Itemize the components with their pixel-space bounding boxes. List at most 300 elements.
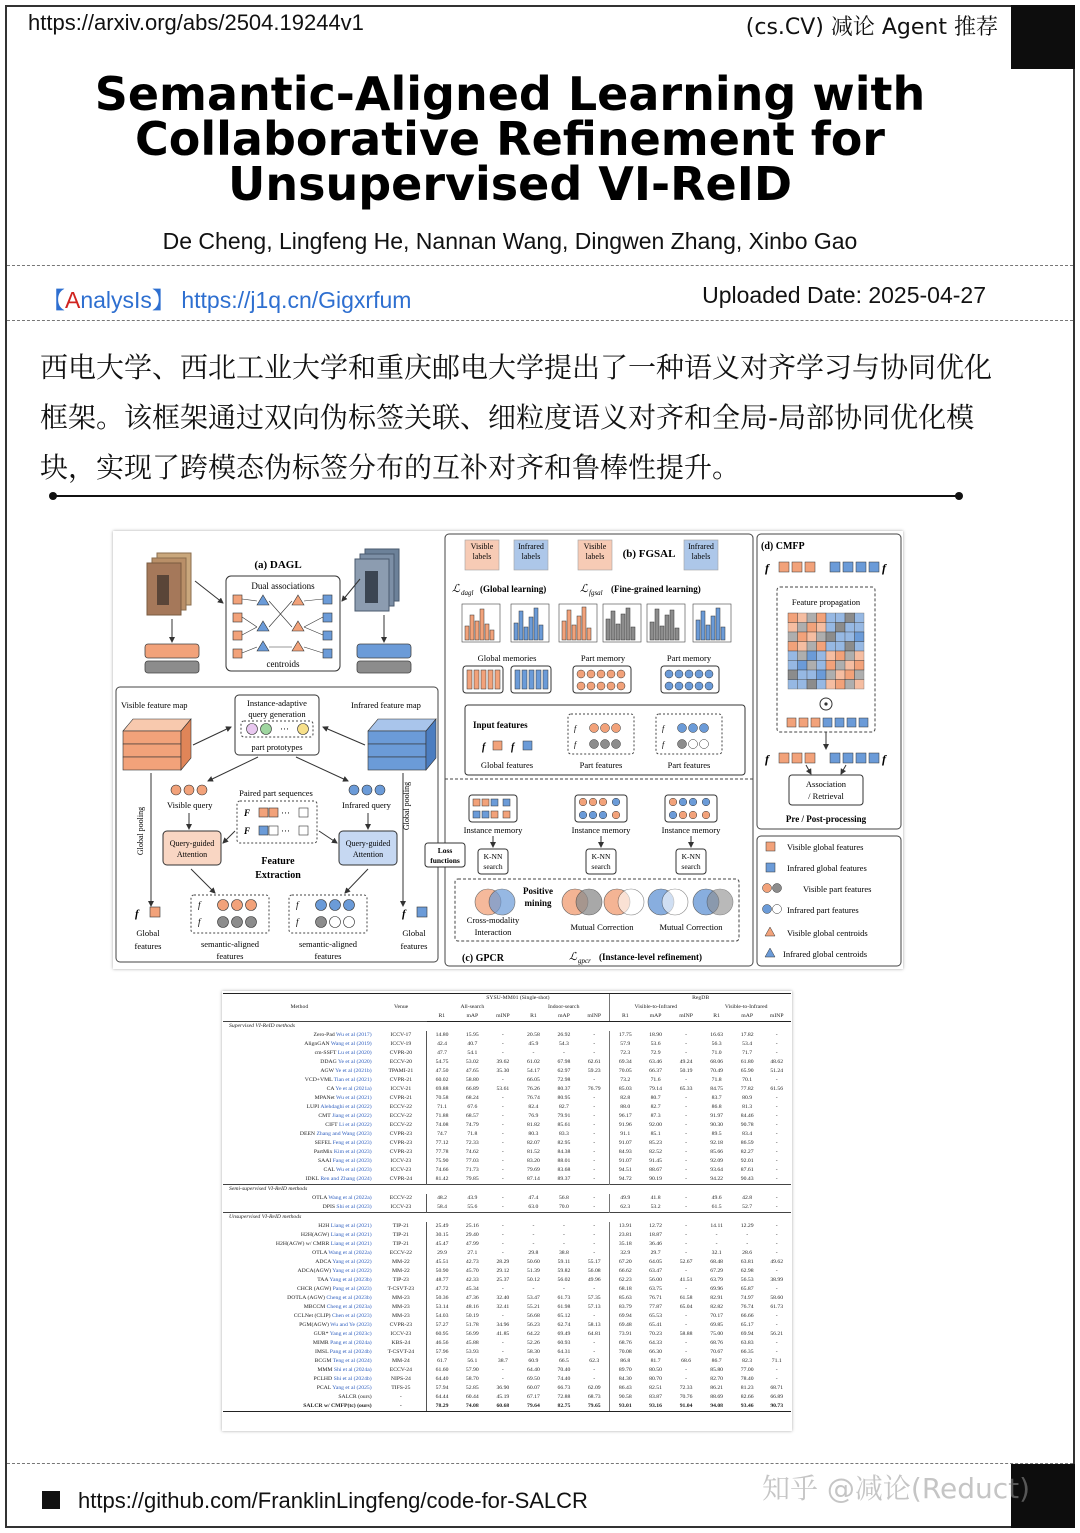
method-name: ADCA(AGW) — [297, 1268, 332, 1274]
value-cell: - — [775, 1095, 778, 1101]
visible-labels-label: Visible — [470, 542, 494, 551]
loss-functions-label: Loss — [437, 846, 453, 855]
value-cell: 57.94 — [435, 1385, 449, 1391]
value-cell: 42.73 — [465, 1259, 479, 1265]
citation: Pang et al (2023) — [332, 1286, 372, 1292]
value-cell: 32.9 — [610, 1249, 641, 1258]
method-name: PGM(AGW) — [299, 1322, 329, 1328]
method-name: CMT — [318, 1113, 331, 1119]
matrix-cell — [826, 680, 836, 690]
value-cell: - — [685, 1195, 688, 1201]
dual-associations-label: Dual associations — [251, 581, 315, 591]
value-cell: - — [501, 1095, 504, 1101]
svg-text:f: f — [135, 908, 139, 920]
value-cell: 56.3 — [711, 1041, 722, 1047]
value-cell: 90.73 — [762, 1402, 791, 1412]
value-cell: 66.66 — [740, 1313, 754, 1319]
method-cell — [223, 1294, 376, 1303]
value-cell: - — [685, 1149, 688, 1155]
value-cell: 58.30 — [526, 1349, 540, 1355]
global-pooling-label: Global pooling — [136, 806, 145, 856]
table-row — [223, 1130, 791, 1139]
value-cell: 81.3 — [742, 1104, 753, 1110]
title-line: Semantic-Aligned Learning with — [94, 67, 926, 121]
value-cell: - — [562, 1223, 565, 1229]
table-row — [223, 1330, 791, 1339]
value-cell: 49.96 — [587, 1277, 601, 1283]
value-cell: 32.40 — [496, 1295, 510, 1301]
value-cell: 87.3 — [650, 1113, 661, 1119]
method-name: BCGM — [314, 1358, 332, 1364]
value-cell: 90.19 — [649, 1176, 662, 1182]
global-learning-label: (Global learning) — [480, 584, 547, 594]
value-cell: 81.7 — [650, 1358, 661, 1364]
svg-text:ℒ: ℒ — [580, 583, 588, 595]
method-cell — [223, 1166, 376, 1175]
value-cell: 57.35 — [587, 1295, 601, 1301]
value-cell: 64.31 — [557, 1349, 571, 1355]
citation: Wu et al (2023) — [336, 1167, 372, 1173]
method-name: CCLNet (CLIP) — [293, 1313, 331, 1319]
matrix-cell — [807, 680, 817, 690]
value-cell: 65.87 — [740, 1286, 754, 1292]
venue-cell: ECCV-22 — [376, 1103, 427, 1112]
table-row — [223, 1321, 791, 1330]
value-cell: 68.73 — [587, 1394, 601, 1400]
value-cell: 94.72 — [610, 1175, 641, 1185]
table-row — [223, 1049, 791, 1058]
value-cell: - — [685, 1158, 688, 1164]
visible-labels-label: labels — [472, 552, 492, 561]
metric-header: mINP — [762, 1012, 791, 1022]
value-cell: - — [501, 1349, 504, 1355]
value-cell: 77.87 — [649, 1304, 662, 1310]
table-row — [223, 1094, 791, 1103]
value-cell: 70.05 — [610, 1067, 641, 1076]
table-row — [223, 1194, 791, 1203]
value-cell: 25.16 — [465, 1223, 479, 1229]
value-cell: 61.5 — [711, 1204, 722, 1210]
value-cell: - — [685, 1286, 688, 1292]
value-cell: 38.7 — [497, 1358, 508, 1364]
matrix-cell — [798, 661, 808, 671]
venue-cell: CVPR-23 — [376, 1148, 427, 1157]
value-cell: - — [775, 1032, 778, 1038]
method-cell — [223, 1330, 376, 1339]
value-cell: 47.7 — [437, 1050, 448, 1056]
global-features-label: Global — [136, 928, 160, 938]
value-cell: 53.61 — [496, 1086, 510, 1092]
value-cell: 30.15 — [435, 1232, 449, 1238]
table-row — [223, 1357, 791, 1366]
svg-text:···: ··· — [281, 808, 290, 818]
paper-title — [60, 67, 960, 211]
table-row — [223, 1103, 791, 1112]
method-name: PartMix — [313, 1149, 333, 1155]
value-cell: 45.88 — [465, 1340, 479, 1346]
venue-cell: ICCV-23 — [376, 1330, 427, 1339]
method-name: ADCA — [315, 1259, 332, 1265]
table-row — [223, 1222, 791, 1231]
value-cell: 77.78 — [435, 1149, 449, 1155]
method-name: CHCR (AGW) — [296, 1286, 332, 1292]
value-cell: - — [501, 1367, 504, 1373]
svg-text:f: f — [511, 742, 515, 753]
value-cell: 80.7 — [650, 1095, 661, 1101]
table-row — [223, 1240, 791, 1249]
citation: Kim et al (2023) — [333, 1149, 372, 1155]
value-cell: 64.05 — [649, 1259, 662, 1265]
value-cell: 56.8 — [558, 1195, 569, 1201]
value-cell: 94.22 — [710, 1176, 724, 1182]
value-cell: - — [685, 1313, 688, 1319]
value-cell: 15.95 — [465, 1032, 479, 1038]
value-cell: 64.40 — [435, 1376, 449, 1382]
value-cell: 55.21 — [526, 1304, 540, 1310]
svg-text:F: F — [244, 826, 251, 836]
value-cell: 69.49 — [557, 1331, 571, 1337]
value-cell: 71.0 — [711, 1050, 722, 1056]
table-row — [223, 1148, 791, 1157]
value-cell: 82.95 — [557, 1140, 571, 1146]
figure-legend — [757, 836, 901, 966]
value-cell: 88.0 — [610, 1103, 641, 1112]
part-memory-label: Part memory — [666, 653, 712, 663]
matrix-cell — [836, 632, 846, 642]
matrix-cell — [836, 623, 846, 633]
upload-date: Uploaded Date: 2025-04-27 — [702, 282, 986, 308]
value-cell: 80.50 — [649, 1367, 662, 1373]
value-cell: - — [775, 1241, 778, 1247]
citation: Yang et al (2022) — [332, 1259, 372, 1265]
semantic-aligned-label: features — [216, 951, 244, 961]
knn-search-boxes — [478, 849, 706, 874]
table-row — [223, 1157, 791, 1166]
value-cell: 82.07 — [526, 1140, 540, 1146]
value-cell: 73.2 — [610, 1076, 641, 1085]
value-cell: 51.24 — [770, 1068, 784, 1074]
global-pooling-label: Global pooling — [402, 781, 411, 831]
semantic-aligned-label: semantic-aligned — [298, 939, 358, 949]
svg-text:f: f — [882, 561, 886, 575]
dagl-title: (a) DAGL — [254, 559, 302, 571]
value-cell: 27.1 — [467, 1250, 478, 1256]
venue-cell: KBS-24 — [376, 1339, 427, 1348]
value-cell: - — [501, 1195, 504, 1201]
value-cell: 53.2 — [650, 1204, 661, 1210]
matrix-cell — [817, 651, 827, 661]
value-cell: - — [593, 1131, 596, 1137]
svg-text:F: F — [244, 808, 251, 818]
method-cell — [223, 1194, 376, 1203]
value-cell: 85.61 — [557, 1122, 571, 1128]
value-cell: 82.52 — [649, 1149, 662, 1155]
value-cell: 66.35 — [740, 1349, 754, 1355]
value-cell: 79.85 — [465, 1176, 479, 1182]
value-cell: - — [775, 1122, 778, 1128]
value-cell: 72.98 — [557, 1077, 571, 1083]
value-cell: 69.48 — [610, 1321, 641, 1330]
venue-cell: CVPR-23 — [376, 1139, 427, 1148]
value-cell: 84.93 — [610, 1148, 641, 1157]
citation: Jiang et al (2022) — [332, 1113, 372, 1119]
value-cell: 71.73 — [465, 1167, 479, 1173]
value-cell: - — [775, 1250, 778, 1256]
metric-header: mAP — [457, 1012, 488, 1022]
feature-propagation-label: Feature propagation — [791, 597, 861, 607]
value-cell: - — [685, 1041, 688, 1047]
citation: Shi et al (2024b) — [333, 1376, 372, 1382]
value-cell: - — [593, 1113, 596, 1119]
value-cell: - — [775, 1286, 778, 1292]
value-cell: 76.9 — [528, 1113, 539, 1119]
method-cell: SALCR w/ CMFP(tc) (ours) — [223, 1402, 376, 1412]
matrix-cell — [798, 613, 808, 623]
results-table — [223, 993, 791, 1412]
matrix-cell — [826, 642, 836, 652]
value-cell: 86.21 — [710, 1385, 724, 1391]
citation: Liang et al (2021) — [330, 1232, 372, 1238]
value-cell: 83.79 — [610, 1303, 641, 1312]
analysis-link[interactable] — [42, 282, 411, 315]
table-row — [223, 1258, 791, 1267]
value-cell: 85.23 — [649, 1140, 662, 1146]
infrared-labels-label: labels — [521, 552, 541, 561]
value-cell: 53.02 — [465, 1059, 479, 1065]
value-cell: 78.29 — [427, 1402, 458, 1412]
value-cell: - — [501, 1241, 504, 1247]
value-cell: 57.96 — [435, 1349, 449, 1355]
value-cell: 61.7 — [437, 1358, 448, 1364]
method-cell — [223, 1049, 376, 1058]
value-cell: 58.88 — [679, 1331, 693, 1337]
citation: Liang et al (2021) — [330, 1223, 372, 1229]
value-cell: 47.36 — [465, 1295, 479, 1301]
value-cell: - — [593, 1232, 596, 1238]
arxiv-link[interactable]: https://arxiv.org/abs/2504.19244v1 — [28, 10, 364, 35]
value-cell: 57.90 — [465, 1367, 479, 1373]
value-cell: 92.00 — [649, 1122, 662, 1128]
gpcr-title: (c) GPCR — [462, 953, 504, 964]
value-cell: 80.37 — [557, 1086, 571, 1092]
value-cell: 61.98 — [557, 1304, 571, 1310]
value-cell: 70.08 — [610, 1348, 641, 1357]
value-cell: 58.70 — [465, 1376, 479, 1382]
group-header: RegDB — [610, 994, 791, 1004]
value-cell: - — [715, 1241, 718, 1247]
value-cell: 29.7 — [650, 1250, 661, 1256]
value-cell: 61.60 — [435, 1367, 449, 1373]
matrix-cell — [788, 651, 798, 661]
value-cell: - — [501, 1313, 504, 1319]
value-cell: 49.24 — [679, 1059, 693, 1065]
value-cell: - — [685, 1032, 688, 1038]
value-cell: - — [593, 1149, 596, 1155]
value-cell: 68.06 — [710, 1059, 724, 1065]
col-venue: Venue — [376, 994, 427, 1022]
citation: Wang et al (2022a) — [328, 1195, 372, 1201]
value-cell: 76.71 — [649, 1295, 662, 1301]
value-cell: - — [501, 1376, 504, 1382]
value-cell: - — [775, 1313, 778, 1319]
section-title: Semi-supervised VI-ReID methods — [223, 1185, 791, 1195]
value-cell: 91.07 — [610, 1139, 641, 1148]
metric-header: mINP — [579, 1012, 610, 1022]
value-cell: 91.1 — [610, 1130, 641, 1139]
citation: Wu and Ye (2023) — [330, 1322, 372, 1328]
value-cell: 69.85 — [710, 1322, 724, 1328]
value-cell: 57.9 — [610, 1040, 641, 1049]
analysis-letter: A — [65, 287, 81, 313]
value-cell: 76.74 — [740, 1304, 754, 1310]
metric-header: R1 — [518, 1012, 549, 1022]
venue-cell: CVPR-21 — [376, 1076, 427, 1085]
venue-cell: ECCV-22 — [376, 1112, 427, 1121]
value-cell: 82.75 — [549, 1402, 580, 1412]
matrix-cell — [826, 623, 836, 633]
cross-modality-label: Cross-modality — [466, 915, 520, 925]
sub-header: Visible-to-Infrared — [724, 1004, 768, 1010]
value-cell: 58.80 — [465, 1077, 479, 1083]
value-cell: 16.63 — [710, 1032, 724, 1038]
value-cell: 29.8 — [528, 1250, 539, 1256]
matrix-cell — [807, 661, 817, 671]
value-cell: 76.26 — [526, 1086, 540, 1092]
value-cell: 64.81 — [587, 1331, 601, 1337]
value-cell: - — [562, 1241, 565, 1247]
value-cell: 28.29 — [496, 1259, 510, 1265]
method-cell — [223, 1121, 376, 1130]
value-cell: - — [685, 1268, 688, 1274]
matrix-cell — [836, 661, 846, 671]
value-cell: 93.01 — [610, 1402, 641, 1412]
method-name: MPANet — [314, 1095, 335, 1101]
matrix-cell — [826, 651, 836, 661]
value-cell: 34.96 — [496, 1322, 510, 1328]
value-cell: 66.62 — [610, 1267, 641, 1276]
method-name: CAL — [323, 1167, 335, 1173]
matrix-cell — [836, 613, 846, 623]
value-cell: 56.08 — [587, 1268, 601, 1274]
matrix-cell — [836, 670, 846, 680]
value-cell: 47.50 — [435, 1068, 449, 1074]
value-cell: - — [685, 1122, 688, 1128]
knn-label: K-NN — [681, 852, 701, 861]
value-cell: 50.19 — [465, 1313, 479, 1319]
value-cell: 47.72 — [435, 1286, 449, 1292]
value-cell: - — [593, 1204, 596, 1210]
section-header-row — [223, 1185, 791, 1195]
venue-cell: MM-23 — [376, 1303, 427, 1312]
method-name: H2H — [318, 1223, 330, 1229]
analysis-url[interactable]: https://j1q.cn/Gigxrfum — [181, 287, 412, 313]
value-cell: 70.49 — [710, 1068, 724, 1074]
value-cell: - — [685, 1167, 688, 1173]
value-cell: 52.7 — [742, 1204, 753, 1210]
value-cell: 93.16 — [640, 1402, 671, 1412]
value-cell: 49.62 — [770, 1259, 784, 1265]
value-cell: 50.90 — [435, 1268, 449, 1274]
value-cell: 62.23 — [610, 1276, 641, 1285]
matrix-cell — [817, 623, 827, 633]
citation: Zhang and Wang (2023) — [316, 1131, 372, 1137]
value-cell: 91.97 — [710, 1113, 724, 1119]
dashed-separator — [7, 265, 1073, 266]
table-row — [223, 1085, 791, 1094]
table-row — [223, 1067, 791, 1076]
value-cell: 82.8 — [610, 1094, 641, 1103]
value-cell: - — [593, 1376, 596, 1382]
citation: Tian et al (2021) — [333, 1077, 372, 1083]
value-cell: 86.7 — [711, 1358, 722, 1364]
value-cell: 56.68 — [526, 1313, 540, 1319]
method-cell — [223, 1321, 376, 1330]
svg-text:f: f — [198, 900, 201, 910]
value-cell: 66.5 — [558, 1358, 569, 1364]
value-cell: 62.61 — [587, 1059, 601, 1065]
matrix-cell — [845, 661, 855, 671]
value-cell: 66.73 — [557, 1385, 571, 1391]
method-name: IMSL — [314, 1349, 329, 1355]
value-cell: 85.03 — [610, 1085, 641, 1094]
visible-semantic-aligned-features — [191, 895, 269, 933]
value-cell: - — [562, 1050, 565, 1056]
title-line: Collaborative Refinement for — [135, 112, 885, 166]
citation: Feng et al (2023) — [332, 1140, 372, 1146]
query-generation-label: query generation — [248, 709, 306, 719]
value-cell: - — [593, 1250, 596, 1256]
value-cell: - — [775, 1268, 778, 1274]
value-cell: 48.2 — [437, 1195, 448, 1201]
value-cell: - — [593, 1140, 596, 1146]
github-link[interactable]: https://github.com/FranklinLingfeng/code-for-SALCR — [78, 1488, 588, 1513]
association-label: / Retrieval — [808, 791, 844, 801]
value-cell: 90.78 — [740, 1122, 754, 1128]
semantic-aligned-label: semantic-aligned — [200, 939, 260, 949]
infrared-labels-label: Infrared — [518, 542, 544, 551]
value-cell: 58.13 — [587, 1322, 601, 1328]
value-cell: 71.8 — [467, 1131, 478, 1137]
value-cell: 28.6 — [742, 1250, 753, 1256]
value-cell: 69.50 — [526, 1376, 540, 1382]
value-cell: 66.89 — [465, 1086, 479, 1092]
method-cell — [223, 1139, 376, 1148]
value-cell: 42.4 — [437, 1041, 448, 1047]
citation: Shi et al (2023) — [336, 1204, 372, 1210]
value-cell: - — [775, 1167, 778, 1173]
value-cell: 65.41 — [649, 1322, 662, 1328]
value-cell: 74.7 — [437, 1131, 448, 1137]
value-cell: 26.92 — [557, 1032, 571, 1038]
value-cell: - — [746, 1232, 749, 1238]
value-cell: 79.65 — [579, 1402, 610, 1412]
value-cell: - — [593, 1077, 596, 1083]
value-cell: - — [593, 1313, 596, 1319]
matrix-cell — [788, 613, 798, 623]
value-cell: 59.11 — [557, 1259, 571, 1265]
venue-cell: MM-22 — [376, 1267, 427, 1276]
method-cell — [223, 1357, 376, 1366]
value-cell: 93.64 — [710, 1167, 724, 1173]
value-cell: 91.04 — [671, 1402, 702, 1412]
part-prototypes-label: part prototypes — [251, 742, 303, 752]
value-cell: 49.9 — [610, 1194, 641, 1203]
table-row — [223, 1294, 791, 1303]
value-cell: - — [501, 1167, 504, 1173]
value-cell: 65.17 — [740, 1322, 754, 1328]
svg-text:f: f — [198, 917, 201, 927]
infrared-feature-map-label: Infrared feature map — [351, 700, 421, 710]
